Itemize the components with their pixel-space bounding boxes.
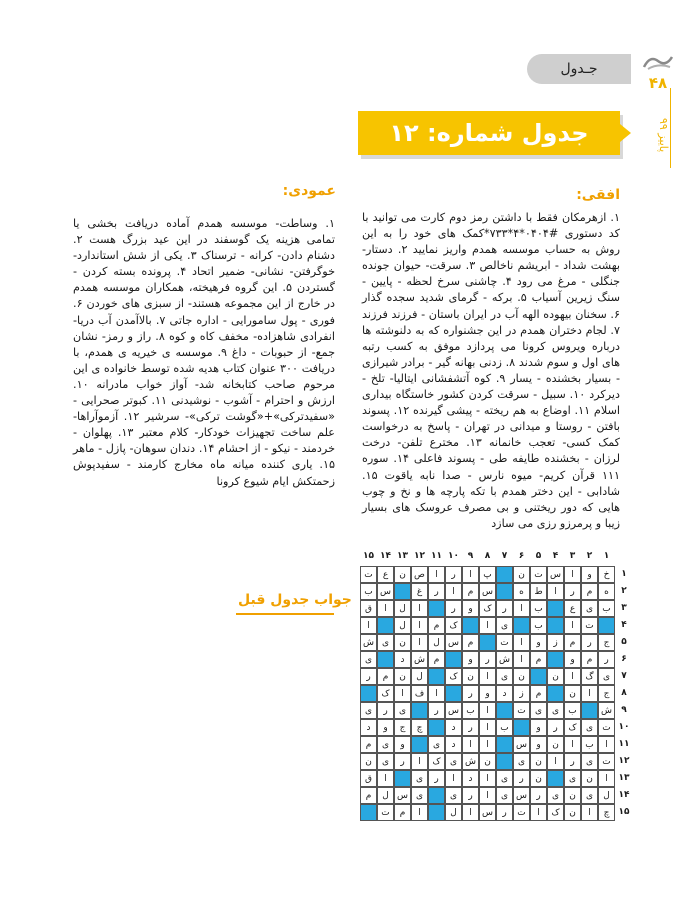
grid-letter-cell: ر [428,583,445,600]
grid-block-cell [377,617,394,634]
grid-letter-cell: ا [377,600,394,617]
grid-row-number: ۱۰ [618,722,630,732]
grid-letter-cell: ک [479,600,496,617]
grid-letter-cell: ا [530,804,547,821]
grid-letter-cell: س [479,804,496,821]
grid-letter-cell: م [428,617,445,634]
grid-column-number: ۱۱ [431,551,442,561]
grid-letter-cell: ا [581,804,598,821]
grid-column-numbers [360,551,615,565]
grid-column-number: ۲ [586,551,593,561]
grid-row-number: ۴ [621,620,627,630]
grid-block-cell [360,685,377,702]
grid-row-number: ۱۱ [618,739,630,749]
grid-letter-cell: ص [411,566,428,583]
grid-letter-cell: د [496,685,513,702]
grid-letter-cell: ه [513,583,530,600]
grid-block-cell [377,651,394,668]
grid-letter-cell: ی [581,753,598,770]
grid-block-cell [428,719,445,736]
grid-block-cell [428,804,445,821]
grid-letter-cell: ا [445,583,462,600]
grid-letter-cell: ا [411,600,428,617]
grid-letter-cell: ا [411,634,428,651]
grid-letter-cell: ت [360,566,377,583]
magazine-logo-icon [640,51,676,73]
grid-letter-cell: ب [360,583,377,600]
grid-letter-cell: م [360,736,377,753]
crossword-grid [360,566,615,821]
grid-row-number: ۷ [621,671,627,681]
grid-letter-cell: ا [513,651,530,668]
grid-letter-cell: ا [564,566,581,583]
grid-letter-cell: م [581,583,598,600]
grid-block-cell [428,600,445,617]
grid-letter-cell: ی [581,600,598,617]
grid-letter-cell: ا [377,770,394,787]
grid-letter-cell: م [428,651,445,668]
grid-letter-cell: ی [411,770,428,787]
grid-column-number: ۱۳ [397,551,408,561]
grid-letter-cell: و [581,566,598,583]
grid-letter-cell: ی [581,787,598,804]
grid-letter-cell: ا [581,685,598,702]
grid-letter-cell: ا [479,702,496,719]
grid-letter-cell: ی [360,702,377,719]
grid-letter-cell: م [377,668,394,685]
grid-letter-cell: ا [479,719,496,736]
grid-letter-cell: ل [411,668,428,685]
grid-letter-cell: ا [513,634,530,651]
grid-block-cell [496,736,513,753]
grid-letter-cell: ا [479,736,496,753]
grid-letter-cell: ن [530,753,547,770]
grid-letter-cell: گ [581,668,598,685]
grid-letter-cell: ر [479,651,496,668]
grid-letter-cell: ا [428,566,445,583]
grid-letter-cell: د [360,719,377,736]
grid-block-cell [445,685,462,702]
grid-letter-cell: د [462,770,479,787]
grid-letter-cell: س [479,583,496,600]
grid-letter-cell: س [445,634,462,651]
grid-letter-cell: ت [513,702,530,719]
grid-column-number: ۳ [569,551,576,561]
grid-block-cell [547,651,564,668]
grid-block-cell [513,719,530,736]
grid-letter-cell: ر [462,787,479,804]
grid-letter-cell: ی [581,719,598,736]
grid-row-number: ۱۴ [618,790,630,800]
grid-letter-cell: ی [445,753,462,770]
grid-letter-cell: ر [360,668,377,685]
grid-letter-cell: م [462,634,479,651]
grid-letter-cell: ا [564,668,581,685]
grid-letter-cell: ا [547,753,564,770]
grid-letter-cell: س [547,566,564,583]
grid-block-cell [411,736,428,753]
grid-letter-cell: ی [394,702,411,719]
page-title: جدول شماره: ۱۲ [358,111,620,155]
grid-letter-cell: ت [530,566,547,583]
grid-letter-cell: ا [462,736,479,753]
grid-block-cell [479,634,496,651]
grid-letter-cell: س [513,736,530,753]
grid-letter-cell: ا [428,685,445,702]
grid-letter-cell: غ [411,583,428,600]
previous-answer-label: جواب جدول قبل [238,592,352,608]
grid-letter-cell: ت [513,804,530,821]
horizontal-clue-text: ۱. ازهرمکان فقط با داشتن رمز دوم کارت می توانید با کد دستوری #۰۴۰۴*۴*۷۳۳*کمک های خود را به این روش به حساب موسسه همدم واریز نمایید ۲. دستار- بهشت شداد - ابریشم ناخالص ۳. سرقت- حیوان جونده جنگلی - مرغ می رود ۴. چاشنی سرخ لحظه - پایین - سنگ زیرین آسیاب ۵. برکه - گرمای شدید سجده گذار ۶. سخنان بیهوده الهه آب در ایران باستان - فرزند فرزند ۷. لجام دختران همدم در این جشنواره که به دلنوشته ها درباره ویروس کرونا می پردازد موفق به کسب رتبه های اول و سوم شدند ۸. زدنی بهانه گیر - برادر شیرازی - بسیار بخشنده - یسار ۹. کوه آتشفشانی ایتالیا- تلخ - دیرکرد ۱۰. سبیل - سرقت کردن کشور خاستگاه بیداری اسلام ۱۱. اوضاع به هم ریخته - پیشی گیرنده ۱۲. پسوند بافتن - روستا و میدانی در تهران - پاسخ به درخواست کمک کسی- تعجب خانمانه ۱۳. مخترع تلفن- درخت لرزان - بخشنده طایفه طی - پسوند فاعلی ۱۴. سوره ۱۱۱ قرآن کریم- میوه نارس - صدا نابه یاقوت ۱۵. شادابی - این دختر همدم با تکه پارچه ها و نخ و چوب هایی که دور ریختنی و بی مصرف عروسک های بسیار زیبا و پرمرزو رزی می سازد [362,211,621,530]
grid-letter-cell: و [564,651,581,668]
grid-block-cell [547,685,564,702]
grid-row-number: ۵ [621,637,627,647]
grid-letter-cell: ر [428,770,445,787]
grid-letter-cell: ت [598,719,615,736]
grid-letter-cell: ر [428,702,445,719]
grid-letter-cell: ک [445,617,462,634]
grid-letter-cell: ا [394,685,411,702]
grid-letter-cell: ر [598,651,615,668]
grid-letter-cell: ک [547,804,564,821]
grid-letter-cell: ل [377,787,394,804]
grid-row-number: ۶ [621,654,627,664]
grid-block-cell [394,583,411,600]
grid-letter-cell: ن [462,668,479,685]
grid-letter-cell: ی [513,753,530,770]
grid-letter-cell: ی [496,668,513,685]
grid-letter-cell: ن [513,566,530,583]
grid-letter-cell: د [445,736,462,753]
grid-letter-cell: ی [530,702,547,719]
grid-letter-cell: ن [530,770,547,787]
grid-letter-cell: م [581,651,598,668]
grid-letter-cell: ا [564,617,581,634]
grid-block-cell [547,617,564,634]
horizontal-clues [362,210,620,532]
grid-block-cell [394,770,411,787]
grid-letter-cell: ب [598,600,615,617]
grid-block-cell [445,651,462,668]
grid-letter-cell: ن [360,753,377,770]
grid-letter-cell: ر [496,804,513,821]
grid-letter-cell: و [462,600,479,617]
grid-letter-cell: ر [394,753,411,770]
grid-letter-cell: ی [564,770,581,787]
grid-letter-cell: ز [513,685,530,702]
grid-letter-cell: م [564,634,581,651]
grid-block-cell [496,702,513,719]
grid-row-numbers [616,566,632,821]
grid-letter-cell: م [394,804,411,821]
grid-block-cell [547,770,564,787]
grid-letter-cell: ا [411,617,428,634]
grid-letter-cell: ا [479,668,496,685]
grid-letter-cell: ن [394,668,411,685]
grid-letter-cell: ل [598,787,615,804]
grid-letter-cell: ر [377,702,394,719]
grid-letter-cell: ا [360,617,377,634]
grid-letter-cell: ن [581,770,598,787]
grid-column-number: ۱۴ [380,551,391,561]
grid-letter-cell: و [530,634,547,651]
grid-letter-cell: ر [445,600,462,617]
grid-letter-cell: ر [547,719,564,736]
grid-letter-cell: م [360,787,377,804]
grid-letter-cell: ت [581,617,598,634]
grid-letter-cell: ن [479,753,496,770]
grid-letter-cell: ی [360,651,377,668]
grid-letter-cell: ز [547,634,564,651]
grid-letter-cell: ا [411,753,428,770]
grid-letter-cell: ا [479,787,496,804]
grid-letter-cell: م [462,583,479,600]
grid-letter-cell: ا [513,600,530,617]
grid-letter-cell: ل [394,617,411,634]
grid-letter-cell: ش [462,753,479,770]
grid-letter-cell: ن [564,787,581,804]
grid-letter-cell: ر [564,583,581,600]
grid-letter-cell: ی [377,634,394,651]
grid-letter-cell: ه [598,583,615,600]
previous-answer-underline [236,613,334,615]
grid-letter-cell: پ [479,566,496,583]
grid-letter-cell: ع [377,566,394,583]
grid-letter-cell: ک [564,719,581,736]
grid-letter-cell: د [445,719,462,736]
grid-letter-cell: چ [411,719,428,736]
grid-letter-cell: ی [445,787,462,804]
grid-letter-cell: ر [462,719,479,736]
grid-letter-cell: ع [564,600,581,617]
grid-letter-cell: ن [394,566,411,583]
grid-letter-cell: د [394,651,411,668]
grid-letter-cell: ش [411,651,428,668]
grid-column-number: ۹ [467,551,474,561]
grid-row-number: ۹ [621,705,627,715]
grid-letter-cell: ل [445,804,462,821]
grid-letter-cell: ت [377,804,394,821]
grid-block-cell [513,617,530,634]
grid-block-cell [428,787,445,804]
grid-letter-cell: ر [513,770,530,787]
grid-letter-cell: ط [530,583,547,600]
grid-block-cell [496,583,513,600]
grid-letter-cell: س [377,583,394,600]
vertical-clue-text: ۱. وساطت- موسسه همدم آماده دریافت بخشی یا تمامی هزینه یک گوسفند در این عید بزرگ هست ۲. دشنام دادن- کرانه - ترسناک ۳. یکی از شش استاندارد- خوگرفتن- نشانی- ضمیر اتحاد ۴. پرونده بسته کردن - گستردن ۵. این گروه فرهیخته، همکاران موسسه همدم در خارج از این مجموعه هستند- از سبزی های خوردن ۶. فوری - پول سامورایی - اداره جاتی ۷. بالاآمدن آب دریا- انفرادی شاهزاده- مخفف کاه و کوه ۸. راز و رمز- نشان جمع- از حبوبات - داغ ۹. موسسه ی خیریه ی همدم، با دریافت ۳۰۰ عنوان کتاب هدیه شده توسط خانواده ی این مرحوم صاحب کتابخانه شد- آواز خواب مادرانه ۱۰. ارزش و احترام - آشوب - نوشیدنی ۱۱. کبوتر صحرایی - «سفیدترکی»+«گوشت ترکی»- سرشیر ۱۲. آزموآراها- علم ساخت تجهیزات خودکار- کلام معتبر ۱۳. پهلوان - خردمند - نیکو - از احشام ۱۴. دندان سوهان- پازل - ماهر ۱۵. یاری کننده میانه ماه مخارج کارمند - سفیدپوش زحمتکش ایام شیوع کرونا [73,217,336,488]
grid-letter-cell: و [462,651,479,668]
grid-letter-cell: ر [530,787,547,804]
grid-letter-cell: ج [598,685,615,702]
grid-letter-cell: ی [496,617,513,634]
grid-letter-cell: ا [564,736,581,753]
grid-letter-cell: ا [445,770,462,787]
grid-letter-cell: و [530,719,547,736]
grid-block-cell [462,617,479,634]
grid-row-number: ۱۳ [618,773,630,783]
grid-letter-cell: ی [377,753,394,770]
grid-letter-cell: ا [411,804,428,821]
grid-column-number: ۱ [603,551,610,561]
grid-letter-cell: ی [496,770,513,787]
grid-letter-cell: ل [428,634,445,651]
grid-letter-cell: ا [479,770,496,787]
section-tab [527,54,631,84]
grid-letter-cell: س [445,702,462,719]
grid-letter-cell: ل [394,600,411,617]
grid-letter-cell: ب [581,736,598,753]
grid-letter-cell: ف [411,685,428,702]
grid-letter-cell: ا [547,583,564,600]
grid-letter-cell: ب [564,702,581,719]
grid-letter-cell: م [530,651,547,668]
grid-letter-cell: و [394,736,411,753]
grid-letter-cell: س [513,787,530,804]
grid-letter-cell: ی [428,736,445,753]
grid-row-number: ۱۲ [618,756,630,766]
grid-row-number: ۸ [621,688,627,698]
grid-letter-cell: ک [428,753,445,770]
grid-column-number: ۵ [535,551,542,561]
grid-letter-cell: ق [360,770,377,787]
vertical-clues [73,216,335,490]
grid-block-cell [428,668,445,685]
grid-letter-cell: ب [496,719,513,736]
page-number: ۴۸ [648,74,668,92]
grid-letter-cell: ن [547,736,564,753]
grid-letter-cell: ج [394,719,411,736]
grid-letter-cell: ش [496,651,513,668]
vertical-heading: عمودی: [282,183,336,199]
grid-letter-cell: و [479,685,496,702]
grid-letter-cell: س [394,787,411,804]
grid-column-number: ۶ [518,551,525,561]
grid-letter-cell: ن [564,804,581,821]
grid-block-cell [598,617,615,634]
grid-letter-cell: ت [598,753,615,770]
grid-letter-cell: ب [530,600,547,617]
section-label: جـدول [560,61,598,77]
horizontal-heading: افقی: [576,187,620,203]
grid-letter-cell: ن [547,668,564,685]
grid-block-cell [496,753,513,770]
grid-letter-cell: ب [462,702,479,719]
grid-letter-cell: ی [496,787,513,804]
grid-letter-cell: ک [377,685,394,702]
grid-letter-cell: ی [377,736,394,753]
grid-letter-cell: ا [462,566,479,583]
edge-divider [670,88,671,168]
grid-block-cell [496,566,513,583]
grid-letter-cell: ن [394,634,411,651]
grid-letter-cell: م [530,685,547,702]
grid-row-number: ۳ [621,603,627,613]
grid-block-cell [360,804,377,821]
grid-letter-cell: ر [581,634,598,651]
grid-letter-cell: ت [496,634,513,651]
grid-letter-cell: ا [462,804,479,821]
grid-letter-cell: ی [547,702,564,719]
grid-letter-cell: ی [598,668,615,685]
grid-letter-cell: ک [445,668,462,685]
grid-letter-cell: ن [513,668,530,685]
grid-letter-cell: ن [564,685,581,702]
grid-letter-cell: ر [496,600,513,617]
grid-column-number: ۱۰ [448,551,459,561]
grid-letter-cell: ی [547,787,564,804]
grid-column-number: ۱۵ [363,551,374,561]
grid-letter-cell: ر [445,566,462,583]
grid-column-number: ۴ [552,551,559,561]
grid-letter-cell: ق [360,600,377,617]
grid-letter-cell: و [530,736,547,753]
grid-row-number: ۱ [621,569,627,579]
grid-letter-cell: ش [598,702,615,719]
grid-block-cell [547,600,564,617]
grid-column-number: ۷ [501,551,508,561]
grid-letter-cell: ر [462,685,479,702]
grid-letter-cell: ا [479,617,496,634]
grid-letter-cell: ا [598,736,615,753]
grid-column-number: ۱۲ [414,551,425,561]
grid-letter-cell: و [377,719,394,736]
grid-block-cell [530,668,547,685]
grid-letter-cell: ا [598,770,615,787]
grid-letter-cell: چ [598,804,615,821]
grid-letter-cell: ی [411,787,428,804]
grid-letter-cell: ش [360,634,377,651]
title-arrow [620,124,631,142]
grid-block-cell [411,702,428,719]
grid-column-number: ۸ [484,551,491,561]
grid-block-cell [581,702,598,719]
issue-date: پاییز ۹۹ [657,117,670,153]
grid-letter-cell: ج [598,634,615,651]
grid-row-number: ۲ [621,586,627,596]
grid-letter-cell: ر [564,753,581,770]
grid-row-number: ۱۵ [618,807,630,817]
grid-letter-cell: ب [530,617,547,634]
grid-letter-cell: خ [598,566,615,583]
